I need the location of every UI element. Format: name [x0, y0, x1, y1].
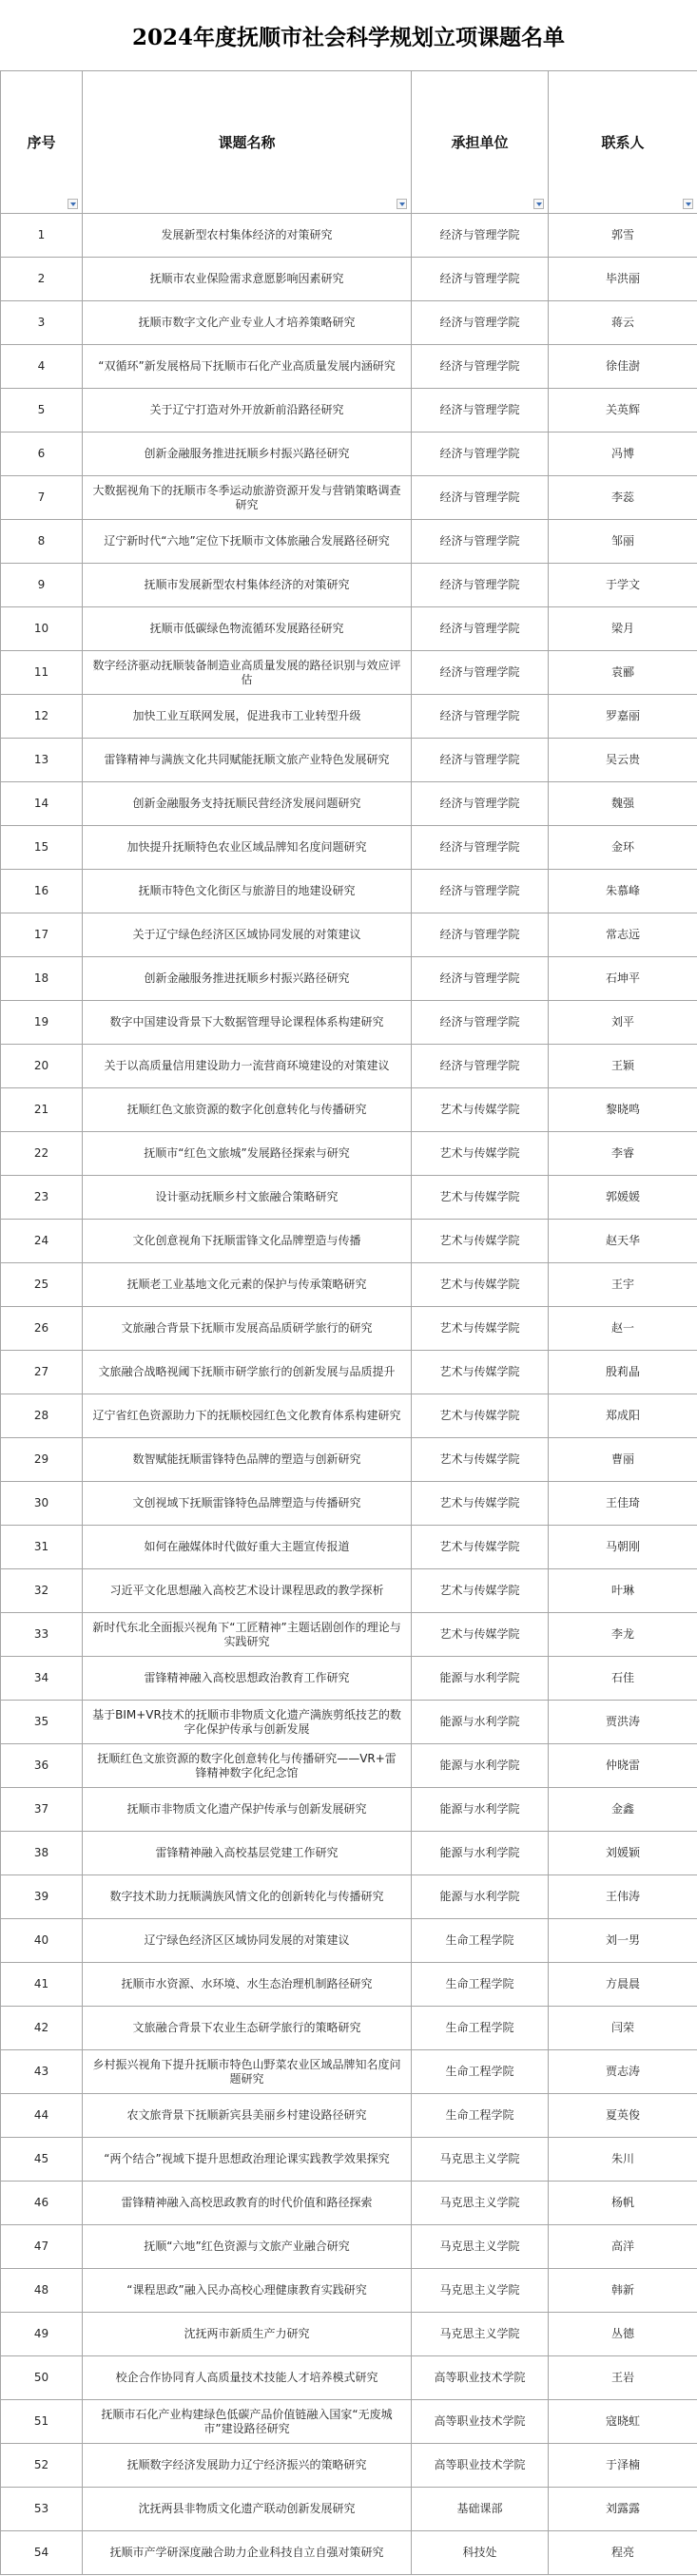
row-number-cell: 10 [1, 607, 83, 651]
host-unit-cell: 经济与管理学院 [412, 214, 549, 258]
row-number-cell: 3 [1, 301, 83, 345]
table-row [1, 1963, 697, 2007]
row-number-cell: 24 [1, 1220, 83, 1263]
host-unit-cell: 能源与水利学院 [412, 1657, 549, 1701]
project-title-cell: “双循环”新发展格局下抚顺市石化产业高质量发展内涵研究 [83, 345, 412, 389]
contact-person-cell: 方晨晨 [549, 1963, 697, 2007]
table-header [1, 71, 697, 214]
project-title-cell: 抚顺红色文旅资源的数字化创意转化与传播研究——VR+雷锋精神数字化纪念馆 [83, 1744, 412, 1788]
table-row [1, 389, 697, 433]
contact-person-cell: 郑成阳 [549, 1394, 697, 1438]
row-number-cell: 39 [1, 1875, 83, 1919]
row-number-cell: 12 [1, 695, 83, 739]
row-number-cell: 27 [1, 1351, 83, 1394]
contact-person-cell: 杨帆 [549, 2182, 697, 2225]
host-unit-cell: 经济与管理学院 [412, 870, 549, 913]
project-title-cell: 文旅融合战略视阈下抚顺市研学旅行的创新发展与品质提升 [83, 1351, 412, 1394]
host-unit-cell: 能源与水利学院 [412, 1744, 549, 1788]
row-number-cell: 30 [1, 1482, 83, 1526]
project-title-cell: 关于辽宁打造对外开放新前沿路径研究 [83, 389, 412, 433]
row-number-cell: 28 [1, 1394, 83, 1438]
host-unit-cell: 艺术与传媒学院 [412, 1220, 549, 1263]
column-header-contact [549, 71, 697, 214]
row-number-cell: 38 [1, 1832, 83, 1875]
table-row [1, 476, 697, 520]
host-unit-cell: 基础课部 [412, 2488, 549, 2531]
project-title-cell: 文化创意视角下抚顺雷锋文化品牌塑造与传播 [83, 1220, 412, 1263]
filter-dropdown-icon[interactable] [533, 199, 544, 209]
host-unit-cell: 艺术与传媒学院 [412, 1569, 549, 1613]
project-title-cell: 抚顺市产学研深度融合助力企业科技自立自强对策研究 [83, 2531, 412, 2575]
row-number-cell: 25 [1, 1263, 83, 1307]
table-row [1, 607, 697, 651]
host-unit-cell: 经济与管理学院 [412, 520, 549, 564]
table-row [1, 1176, 697, 1220]
host-unit-cell: 艺术与传媒学院 [412, 1176, 549, 1220]
project-title-cell: 新时代东北全面振兴视角下“工匠精神”主题话剧创作的理论与实践研究 [83, 1613, 412, 1657]
table-row [1, 695, 697, 739]
filter-dropdown-icon[interactable] [68, 199, 78, 209]
host-unit-cell: 经济与管理学院 [412, 564, 549, 607]
host-unit-cell: 艺术与传媒学院 [412, 1307, 549, 1351]
project-title-cell: 创新金融服务支持抚顺民营经济发展问题研究 [83, 782, 412, 826]
contact-person-cell: 王佳琦 [549, 1482, 697, 1526]
row-number-cell: 14 [1, 782, 83, 826]
row-number-cell: 22 [1, 1132, 83, 1176]
contact-person-cell: 罗嘉丽 [549, 695, 697, 739]
contact-person-cell: 李龙 [549, 1613, 697, 1657]
row-number-cell: 42 [1, 2007, 83, 2050]
contact-person-cell: 冯博 [549, 433, 697, 476]
host-unit-cell: 生命工程学院 [412, 1919, 549, 1963]
host-unit-cell: 经济与管理学院 [412, 1001, 549, 1045]
table-row [1, 826, 697, 870]
row-number-cell: 44 [1, 2094, 83, 2138]
row-number-cell: 53 [1, 2488, 83, 2531]
row-number-cell: 8 [1, 520, 83, 564]
host-unit-cell: 经济与管理学院 [412, 651, 549, 695]
host-unit-cell: 经济与管理学院 [412, 301, 549, 345]
host-unit-cell: 马克思主义学院 [412, 2225, 549, 2269]
row-number-cell: 49 [1, 2313, 83, 2356]
contact-person-cell: 于泽楠 [549, 2444, 697, 2488]
contact-person-cell: 赵天华 [549, 1220, 697, 1263]
contact-person-cell: 李蕊 [549, 476, 697, 520]
row-number-cell: 29 [1, 1438, 83, 1482]
project-title-cell: 发展新型农村集体经济的对策研究 [83, 214, 412, 258]
contact-person-cell: 闫荣 [549, 2007, 697, 2050]
row-number-cell: 9 [1, 564, 83, 607]
project-title-cell: 习近平文化思想融入高校艺术设计课程思政的教学探析 [83, 1569, 412, 1613]
project-title-cell: 抚顺市“红色文旅城”发展路径探索与研究 [83, 1132, 412, 1176]
contact-person-cell: 韩新 [549, 2269, 697, 2313]
column-header-contact-label: 联系人 [601, 134, 645, 151]
row-number-cell: 31 [1, 1526, 83, 1569]
project-title-cell: 雷锋精神融入高校思政教育的时代价值和路径探索 [83, 2182, 412, 2225]
contact-person-cell: 王伟涛 [549, 1875, 697, 1919]
host-unit-cell: 高等职业技术学院 [412, 2400, 549, 2444]
table-row [1, 782, 697, 826]
host-unit-cell: 马克思主义学院 [412, 2182, 549, 2225]
project-title-cell: 农文旅背景下抚顺新宾县美丽乡村建设路径研究 [83, 2094, 412, 2138]
table-row [1, 1045, 697, 1088]
project-title-cell: 沈抚两市新质生产力研究 [83, 2313, 412, 2356]
table-row [1, 2531, 697, 2575]
contact-person-cell: 于学文 [549, 564, 697, 607]
row-number-cell: 45 [1, 2138, 83, 2182]
row-number-cell: 36 [1, 1744, 83, 1788]
table-row [1, 957, 697, 1001]
table-row [1, 433, 697, 476]
column-header-name-label: 课题名称 [218, 134, 276, 151]
filter-dropdown-icon[interactable] [397, 199, 407, 209]
host-unit-cell: 艺术与传媒学院 [412, 1351, 549, 1394]
table-row [1, 1132, 697, 1176]
contact-person-cell: 丛德 [549, 2313, 697, 2356]
table-row [1, 1569, 697, 1613]
project-title-cell: 辽宁省红色资源助力下的抚顺校园红色文化教育体系构建研究 [83, 1394, 412, 1438]
host-unit-cell: 艺术与传媒学院 [412, 1263, 549, 1307]
contact-person-cell: 李睿 [549, 1132, 697, 1176]
table-row [1, 2225, 697, 2269]
column-header-name [83, 71, 412, 214]
contact-person-cell: 程亮 [549, 2531, 697, 2575]
table-row [1, 1263, 697, 1307]
table-row [1, 520, 697, 564]
column-header-index-label: 序号 [27, 134, 56, 151]
row-number-cell: 1 [1, 214, 83, 258]
host-unit-cell: 经济与管理学院 [412, 1045, 549, 1088]
table-row [1, 345, 697, 389]
project-title-cell: “课程思政”融入民办高校心理健康教育实践研究 [83, 2269, 412, 2313]
contact-person-cell: 王岩 [549, 2356, 697, 2400]
host-unit-cell: 能源与水利学院 [412, 1701, 549, 1744]
table-row [1, 2094, 697, 2138]
contact-person-cell: 魏强 [549, 782, 697, 826]
contact-person-cell: 叶琳 [549, 1569, 697, 1613]
contact-person-cell: 朱川 [549, 2138, 697, 2182]
table-row [1, 2050, 697, 2094]
host-unit-cell: 经济与管理学院 [412, 345, 549, 389]
project-title-cell: 抚顺市发展新型农村集体经济的对策研究 [83, 564, 412, 607]
row-number-cell: 41 [1, 1963, 83, 2007]
contact-person-cell: 王颖 [549, 1045, 697, 1088]
table-row [1, 301, 697, 345]
project-title-cell: 雷锋精神融入高校基层党建工作研究 [83, 1832, 412, 1875]
project-title-cell: 抚顺市非物质文化遗产保护传承与创新发展研究 [83, 1788, 412, 1832]
row-number-cell: 20 [1, 1045, 83, 1088]
contact-person-cell: 刘媛颖 [549, 1832, 697, 1875]
project-title-cell: 抚顺市农业保险需求意愿影响因素研究 [83, 258, 412, 301]
host-unit-cell: 能源与水利学院 [412, 1832, 549, 1875]
contact-person-cell: 高洋 [549, 2225, 697, 2269]
project-title-cell: 基于BIM+VR技术的抚顺市非物质文化遗产满族剪纸技艺的数字化保护传承与创新发展 [83, 1701, 412, 1744]
project-title-cell: 加快工业互联网发展，促进我市工业转型升级 [83, 695, 412, 739]
project-title-cell: 沈抚两县非物质文化遗产联动创新发展研究 [83, 2488, 412, 2531]
host-unit-cell: 艺术与传媒学院 [412, 1088, 549, 1132]
column-header-unit-label: 承担单位 [451, 134, 509, 151]
header-row [1, 71, 697, 214]
contact-person-cell: 马朝刚 [549, 1526, 697, 1569]
table-row [1, 2269, 697, 2313]
table-row [1, 2444, 697, 2488]
host-unit-cell: 高等职业技术学院 [412, 2444, 549, 2488]
host-unit-cell: 艺术与传媒学院 [412, 1394, 549, 1438]
project-title-cell: 抚顺市低碳绿色物流循环发展路径研究 [83, 607, 412, 651]
project-list-table [0, 70, 697, 2575]
project-title-cell: 辽宁新时代“六地”定位下抚顺市文体旅融合发展路径研究 [83, 520, 412, 564]
host-unit-cell: 经济与管理学院 [412, 258, 549, 301]
contact-person-cell: 刘露露 [549, 2488, 697, 2531]
contact-person-cell: 夏英俊 [549, 2094, 697, 2138]
host-unit-cell: 经济与管理学院 [412, 433, 549, 476]
row-number-cell: 5 [1, 389, 83, 433]
table-row [1, 1788, 697, 1832]
host-unit-cell: 艺术与传媒学院 [412, 1482, 549, 1526]
project-title-cell: 大数据视角下的抚顺市冬季运动旅游资源开发与营销策略调查研究 [83, 476, 412, 520]
contact-person-cell: 郭雪 [549, 214, 697, 258]
host-unit-cell: 艺术与传媒学院 [412, 1526, 549, 1569]
column-header-index [1, 71, 83, 214]
table-row [1, 651, 697, 695]
table-row [1, 2400, 697, 2444]
table-row [1, 214, 697, 258]
project-title-cell: 抚顺“六地”红色资源与文旅产业融合研究 [83, 2225, 412, 2269]
project-title-cell: 数字中国建设背景下大数据管理导论课程体系构建研究 [83, 1001, 412, 1045]
row-number-cell: 26 [1, 1307, 83, 1351]
table-row [1, 1613, 697, 1657]
contact-person-cell: 刘一男 [549, 1919, 697, 1963]
host-unit-cell: 生命工程学院 [412, 2094, 549, 2138]
table-row [1, 1220, 697, 1263]
row-number-cell: 4 [1, 345, 83, 389]
host-unit-cell: 生命工程学院 [412, 2050, 549, 2094]
host-unit-cell: 经济与管理学院 [412, 957, 549, 1001]
row-number-cell: 47 [1, 2225, 83, 2269]
contact-person-cell: 石坤平 [549, 957, 697, 1001]
project-title-cell: 雷锋精神融入高校思想政治教育工作研究 [83, 1657, 412, 1701]
contact-person-cell: 赵一 [549, 1307, 697, 1351]
row-number-cell: 50 [1, 2356, 83, 2400]
host-unit-cell: 艺术与传媒学院 [412, 1613, 549, 1657]
contact-person-cell: 蒋云 [549, 301, 697, 345]
contact-person-cell: 刘平 [549, 1001, 697, 1045]
row-number-cell: 43 [1, 2050, 83, 2094]
contact-person-cell: 梁月 [549, 607, 697, 651]
table-row [1, 1875, 697, 1919]
host-unit-cell: 能源与水利学院 [412, 1788, 549, 1832]
table-row [1, 2488, 697, 2531]
row-number-cell: 19 [1, 1001, 83, 1045]
project-title-cell: 抚顺市水资源、水环境、水生态治理机制路径研究 [83, 1963, 412, 2007]
row-number-cell: 52 [1, 2444, 83, 2488]
table-row [1, 1701, 697, 1744]
contact-person-cell: 邹丽 [549, 520, 697, 564]
host-unit-cell: 马克思主义学院 [412, 2269, 549, 2313]
host-unit-cell: 经济与管理学院 [412, 739, 549, 782]
table-row [1, 1001, 697, 1045]
project-title-cell: 文旅融合背景下农业生态研学旅行的策略研究 [83, 2007, 412, 2050]
contact-person-cell: 贾洪涛 [549, 1701, 697, 1744]
contact-person-cell: 殷莉晶 [549, 1351, 697, 1394]
project-title-cell: 数字经济驱动抚顺装备制造业高质量发展的路径识别与效应评估 [83, 651, 412, 695]
contact-person-cell: 袁郦 [549, 651, 697, 695]
contact-person-cell: 石佳 [549, 1657, 697, 1701]
row-number-cell: 11 [1, 651, 83, 695]
contact-person-cell: 王宇 [549, 1263, 697, 1307]
table-body [1, 214, 697, 2575]
host-unit-cell: 生命工程学院 [412, 1963, 549, 2007]
table-row [1, 1919, 697, 1963]
row-number-cell: 33 [1, 1613, 83, 1657]
project-title-cell: 抚顺老工业基地文化元素的保护与传承策略研究 [83, 1263, 412, 1307]
table-row [1, 870, 697, 913]
table-row [1, 258, 697, 301]
host-unit-cell: 马克思主义学院 [412, 2138, 549, 2182]
table-row [1, 1351, 697, 1394]
project-title-cell: 加快提升抚顺特色农业区域品牌知名度问题研究 [83, 826, 412, 870]
row-number-cell: 35 [1, 1701, 83, 1744]
project-title-cell: 抚顺市石化产业构建绿色低碳产品价值链融入国家“无废城市”建设路径研究 [83, 2400, 412, 2444]
host-unit-cell: 经济与管理学院 [412, 476, 549, 520]
row-number-cell: 51 [1, 2400, 83, 2444]
row-number-cell: 37 [1, 1788, 83, 1832]
project-title-cell: 如何在融媒体时代做好重大主题宣传报道 [83, 1526, 412, 1569]
table-row [1, 2356, 697, 2400]
table-row [1, 1657, 697, 1701]
host-unit-cell: 经济与管理学院 [412, 782, 549, 826]
project-title-cell: 抚顺红色文旅资源的数字化创意转化与传播研究 [83, 1088, 412, 1132]
row-number-cell: 7 [1, 476, 83, 520]
project-title-cell: “两个结合”视域下提升思想政治理论课实践教学效果探究 [83, 2138, 412, 2182]
row-number-cell: 16 [1, 870, 83, 913]
row-number-cell: 23 [1, 1176, 83, 1220]
contact-person-cell: 黎晓鸣 [549, 1088, 697, 1132]
project-title-cell: 抚顺市数字文化产业专业人才培养策略研究 [83, 301, 412, 345]
contact-person-cell: 关英辉 [549, 389, 697, 433]
host-unit-cell: 能源与水利学院 [412, 1875, 549, 1919]
project-title-cell: 校企合作协同育人高质量技术技能人才培养模式研究 [83, 2356, 412, 2400]
contact-person-cell: 吴云贵 [549, 739, 697, 782]
table-row [1, 1832, 697, 1875]
host-unit-cell: 高等职业技术学院 [412, 2356, 549, 2400]
contact-person-cell: 朱慕峰 [549, 870, 697, 913]
row-number-cell: 40 [1, 1919, 83, 1963]
project-title-cell: 抚顺市特色文化街区与旅游目的地建设研究 [83, 870, 412, 913]
host-unit-cell: 经济与管理学院 [412, 607, 549, 651]
contact-person-cell: 徐佳澍 [549, 345, 697, 389]
project-title-cell: 创新金融服务推进抚顺乡村振兴路径研究 [83, 957, 412, 1001]
project-title-cell: 文创视域下抚顺雷锋特色品牌塑造与传播研究 [83, 1482, 412, 1526]
contact-person-cell: 曹丽 [549, 1438, 697, 1482]
contact-person-cell: 寇晓虹 [549, 2400, 697, 2444]
document-title: 2024年度抚顺市社会科学规划立项课题名单 [131, 24, 565, 50]
contact-person-cell: 金环 [549, 826, 697, 870]
project-title-cell: 创新金融服务推进抚顺乡村振兴路径研究 [83, 433, 412, 476]
row-number-cell: 17 [1, 913, 83, 957]
table-row [1, 1438, 697, 1482]
table-row [1, 1482, 697, 1526]
host-unit-cell: 艺术与传媒学院 [412, 1132, 549, 1176]
table-row [1, 2182, 697, 2225]
table-row [1, 564, 697, 607]
row-number-cell: 13 [1, 739, 83, 782]
table-row [1, 913, 697, 957]
table-row [1, 1307, 697, 1351]
table-row [1, 1526, 697, 1569]
column-header-unit [412, 71, 549, 214]
project-title-cell: 数智赋能抚顺雷锋特色品牌的塑造与创新研究 [83, 1438, 412, 1482]
host-unit-cell: 马克思主义学院 [412, 2313, 549, 2356]
project-title-cell: 关于以高质量信用建设助力一流营商环境建设的对策建议 [83, 1045, 412, 1088]
contact-person-cell: 郭媛媛 [549, 1176, 697, 1220]
project-title-cell: 设计驱动抚顺乡村文旅融合策略研究 [83, 1176, 412, 1220]
host-unit-cell: 经济与管理学院 [412, 695, 549, 739]
host-unit-cell: 科技处 [412, 2531, 549, 2575]
row-number-cell: 2 [1, 258, 83, 301]
filter-dropdown-icon[interactable] [683, 199, 693, 209]
table-row [1, 1088, 697, 1132]
table-row [1, 2007, 697, 2050]
host-unit-cell: 经济与管理学院 [412, 389, 549, 433]
contact-person-cell: 常志远 [549, 913, 697, 957]
row-number-cell: 32 [1, 1569, 83, 1613]
row-number-cell: 21 [1, 1088, 83, 1132]
host-unit-cell: 经济与管理学院 [412, 913, 549, 957]
row-number-cell: 54 [1, 2531, 83, 2575]
row-number-cell: 15 [1, 826, 83, 870]
project-title-cell: 雷锋精神与满族文化共同赋能抚顺文旅产业特色发展研究 [83, 739, 412, 782]
table-row [1, 2313, 697, 2356]
row-number-cell: 34 [1, 1657, 83, 1701]
table-row [1, 2138, 697, 2182]
host-unit-cell: 生命工程学院 [412, 2007, 549, 2050]
contact-person-cell: 金鑫 [549, 1788, 697, 1832]
host-unit-cell: 经济与管理学院 [412, 826, 549, 870]
table-row [1, 1394, 697, 1438]
contact-person-cell: 毕洪丽 [549, 258, 697, 301]
table-row [1, 1744, 697, 1788]
project-title-cell: 抚顺数字经济发展助力辽宁经济振兴的策略研究 [83, 2444, 412, 2488]
host-unit-cell: 艺术与传媒学院 [412, 1438, 549, 1482]
project-title-cell: 数字技术助力抚顺满族风情文化的创新转化与传播研究 [83, 1875, 412, 1919]
table-row [1, 739, 697, 782]
row-number-cell: 6 [1, 433, 83, 476]
row-number-cell: 48 [1, 2269, 83, 2313]
project-title-cell: 文旅融合背景下抚顺市发展高品质研学旅行的研究 [83, 1307, 412, 1351]
row-number-cell: 18 [1, 957, 83, 1001]
project-title-cell: 辽宁绿色经济区区域协同发展的对策建议 [83, 1919, 412, 1963]
project-title-cell: 关于辽宁绿色经济区区域协同发展的对策建议 [83, 913, 412, 957]
contact-person-cell: 贾志涛 [549, 2050, 697, 2094]
project-title-cell: 乡村振兴视角下提升抚顺市特色山野菜农业区域品牌知名度问题研究 [83, 2050, 412, 2094]
row-number-cell: 46 [1, 2182, 83, 2225]
contact-person-cell: 仲晓雷 [549, 1744, 697, 1788]
